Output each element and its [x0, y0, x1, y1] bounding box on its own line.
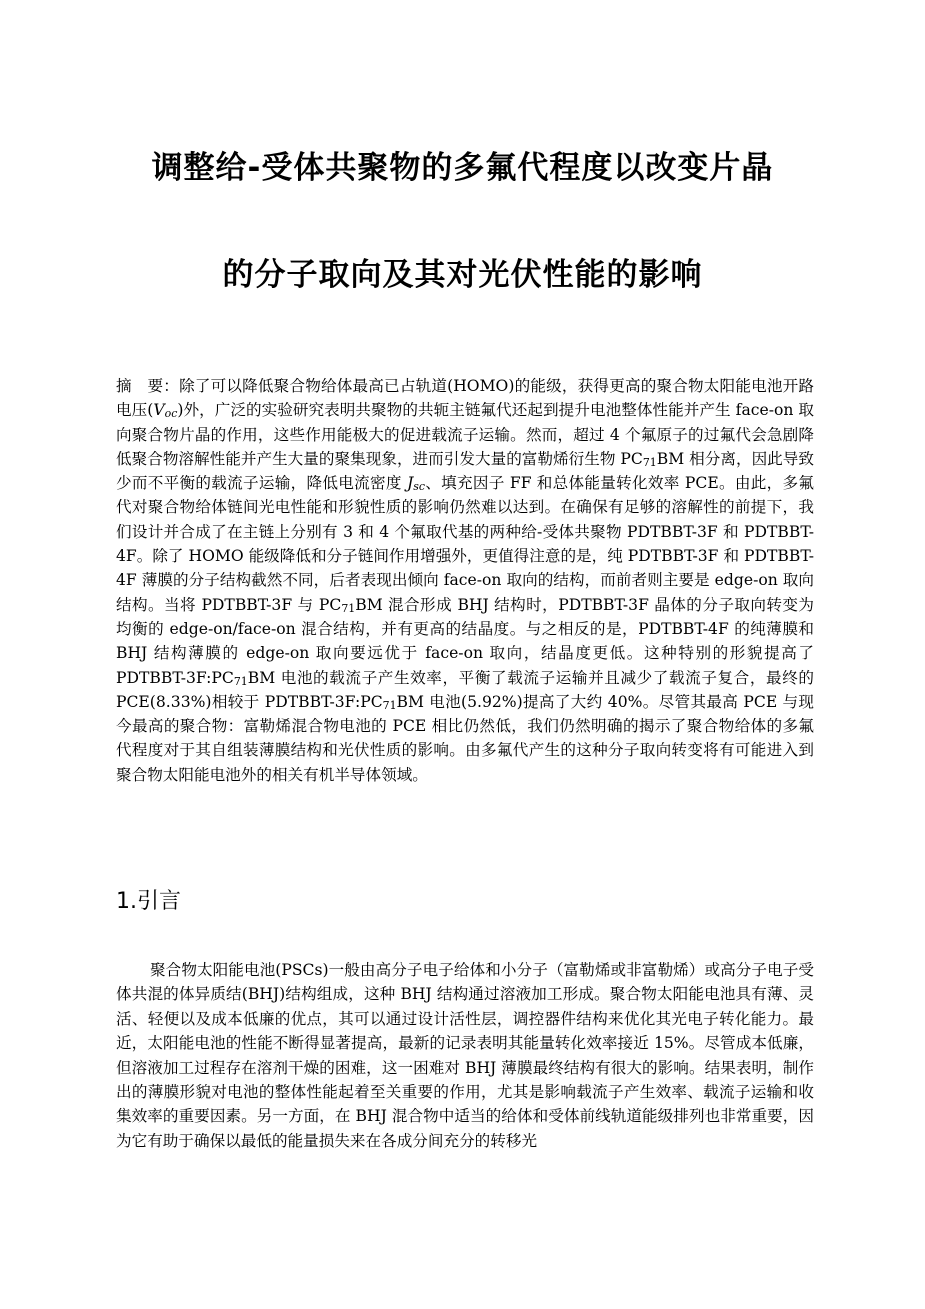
pc71-subscript: 71	[233, 674, 248, 688]
title-line-2: 的分子取向及其对光伏性能的影响	[222, 257, 703, 293]
jsc-symbol: J	[407, 474, 414, 493]
pc71-subscript: 71	[382, 699, 397, 713]
pc71-subscript: 71	[341, 601, 356, 615]
voc-symbol: V	[153, 401, 165, 420]
voc-subscript: oc	[164, 407, 178, 421]
abstract	[116, 374, 814, 787]
abstract-text: BM 电池(5.92%)提高了大约 40%。尽管其最高 PCE 与现今最高的聚合物：富勒烯混合物电池的 PCE 相比仍然低，我们仍然明确的揭示了聚合物给体的多氟代程度对于其自组装薄膜结构和光伏性质的影响。由多氟代产生的这种分子取向转变将有可能进入到聚合物太阳能电池外的相关有机半导体领域。	[116, 692, 814, 784]
section-heading-introduction: 1.引言	[116, 889, 181, 914]
abstract-label: 摘 要：	[116, 377, 180, 395]
abstract-text: 除了可以降低聚合物给体最高已占轨道(HOMO)的能级，获得更高的聚合物太阳能电池开路电压(	[116, 377, 814, 420]
jsc-subscript: sc	[413, 480, 426, 494]
abstract-text: BM 混合形成 BHJ 结构时，PDTBBT-3F 晶体的分子取向转变为均衡的 edge-on/face-on 混合结构，并有更高的结晶度。与之相反的是，PDTBBT-4F 的纯薄膜和 BHJ 结构薄膜的 edge-on 取向要远优于 face-on 取向，结晶度更低。这种特别的形貌提高了 PDTBBT-3F:PC	[116, 595, 814, 687]
introduction-paragraph: 聚合物太阳能电池(PSCs)一般由高分子电子给体和小分子（富勒烯或非富勒烯）或高分子电子受体共混的体异质结(BHJ)结构组成，这种 BHJ 结构通过溶液加工形成。聚合物太阳能电池具有薄、灵活、轻便以及成本低廉的优点，其可以通过设计活性层，调控器件结构来优化其光电子转化能力。最近，太阳能电池的性能不断得显著提高，最新的记录表明其能量转化效率接近 15%。尽管成本低廉，但溶液加工过程存在溶剂干燥的困难，这一困难对 BHJ 薄膜最终结构有很大的影响。结果表明，制作出的薄膜形貌对电池的整体性能起着至关重要的作用，尤其是影响载流子产生效率、载流子运输和收集效率的重要因素。另一方面，在 BHJ 混合物中适当的给体和受体前线轨道能级排列也非常重要，因为它有助于确保以最低的能量损失来在各成分间充分的转移光	[116, 961, 814, 1150]
pc71-subscript: 71	[642, 456, 657, 470]
title-line-1: 调整给-受体共聚物的多氟代程度以改变片晶	[151, 150, 774, 186]
abstract-text: BM 电池的载流子产生效率，平衡了载流子运输并且减少了载流子复合，最终的 PCE(8.33%)相较于 PDTBBT-3F:PC	[116, 668, 814, 711]
abstract-text: 、填充因子 FF 和总体能量转化效率 PCE。由此，多氟代对聚合物给体链间光电性能和形貌性质的影响仍然难以达到。在确保有足够的溶解性的前提下，我们设计并合成了在主链上分别有 3 和 4 个氟取代基的两种给-受体共聚物 PDTBBT-3F 和 PDTBBT-4F。除了 HOMO 能级降低和分子链间作用增强外，更值得注意的是，纯 PDTBBT-3F 和 PDTBBT-4F 薄膜的分子结构截然不同，后者表现出倾向 face-on 取向的结构，而前者则主要是 edge-on 取向结构。当将 PDTBBT-3F 与 PC	[116, 474, 814, 614]
abstract-text: )外，广泛的实验研究表明共聚物的共轭主链氟代还起到提升电池整体性能并产生 face-on 取向聚合物片晶的作用，这些作用能极大的促进载流子运输。然而，超过 4 个氟原子的过氟代会急剧降低聚合物溶解性能并产生大量的聚集现象，进而引发大量的富勒烯衍生物 PC	[116, 401, 814, 468]
abstract-text: BM 相分离，因此导致少而不平衡的载流子运输，降低电流密度	[116, 449, 814, 493]
